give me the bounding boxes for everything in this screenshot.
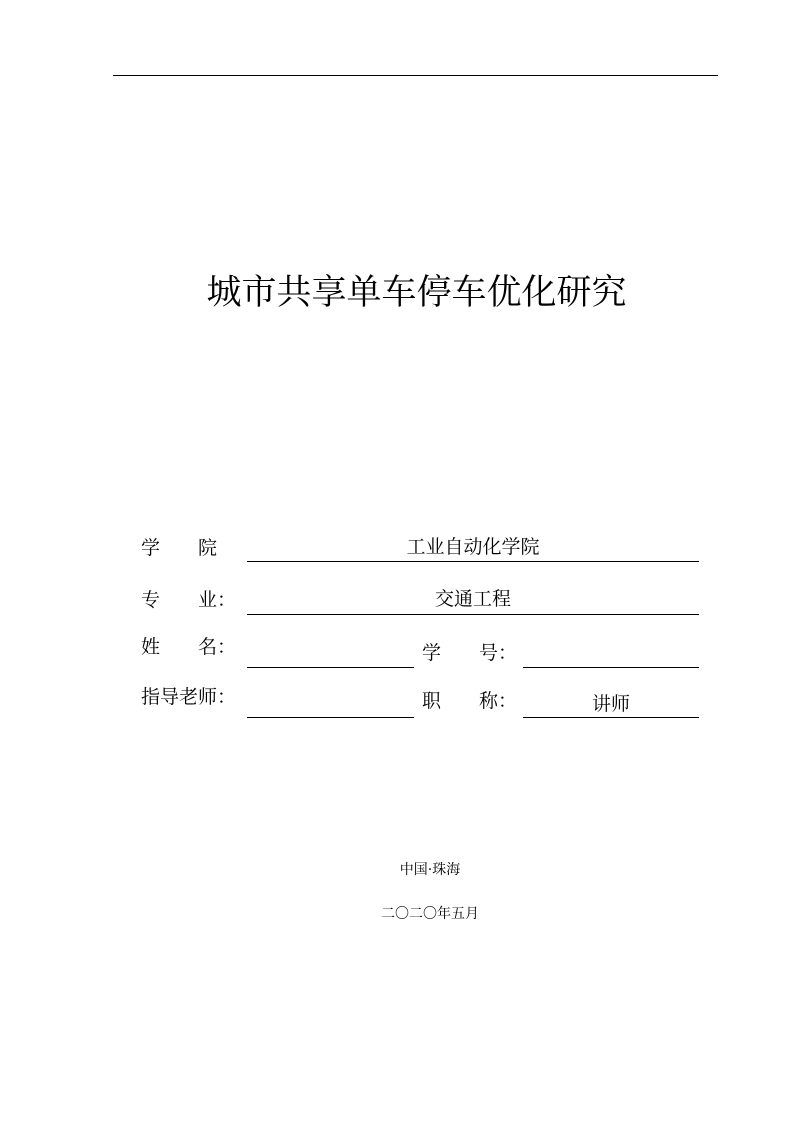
rank-underline xyxy=(523,717,699,718)
college-label: 学 院 xyxy=(141,537,218,559)
location-text: 中国·珠海 xyxy=(399,862,461,878)
college-underline xyxy=(247,561,699,562)
rank-value: 讲师 xyxy=(591,693,630,715)
college-value: 工业自动化学院 xyxy=(406,536,540,558)
name-label: 姓 名： xyxy=(141,636,237,658)
rank-label: 职 称： xyxy=(422,690,518,712)
header-rule xyxy=(113,75,718,76)
name-underline xyxy=(247,667,414,668)
date-text: 二〇二〇年五月 xyxy=(381,906,479,922)
advisor-label: 指导老师： xyxy=(141,686,237,708)
student-id-underline xyxy=(523,667,699,668)
student-id-label: 学 号： xyxy=(422,642,518,664)
major-value: 交通工程 xyxy=(434,588,511,610)
major-label: 专 业： xyxy=(141,589,237,611)
major-underline xyxy=(247,614,699,615)
thesis-title: 城市共享单车停车优化研究 xyxy=(206,273,627,313)
advisor-underline xyxy=(247,717,414,718)
